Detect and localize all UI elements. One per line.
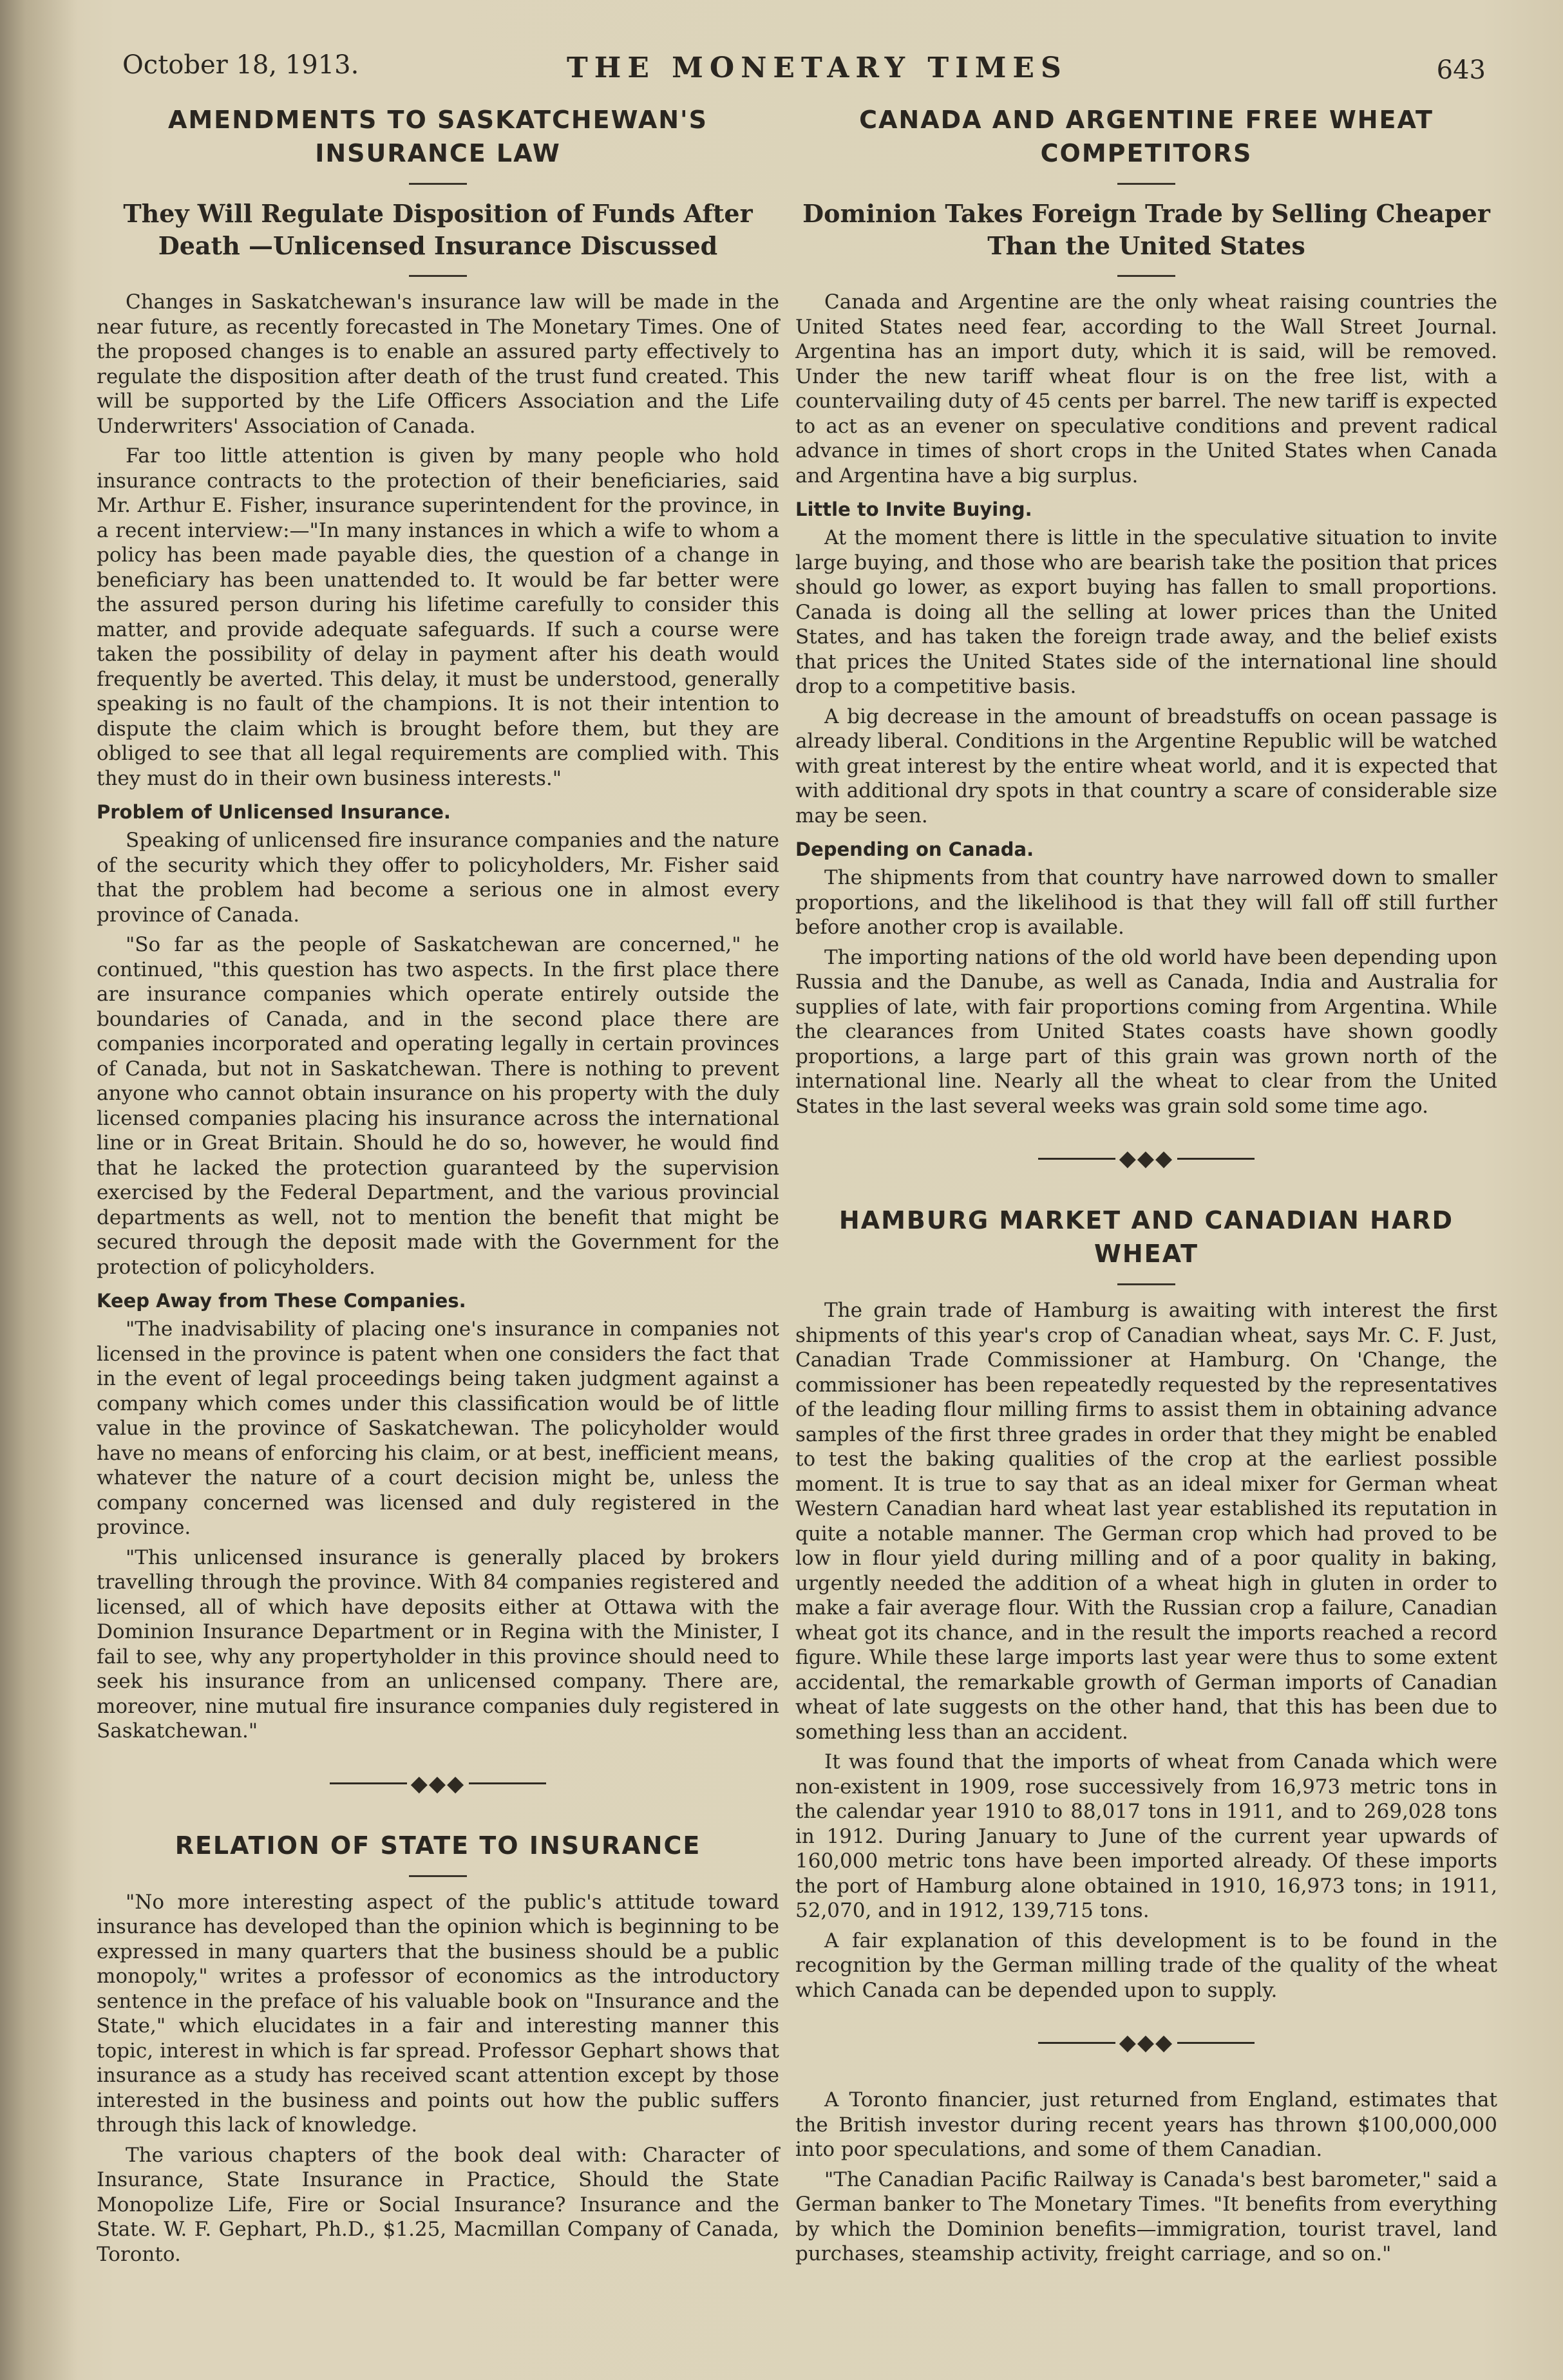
paragraph: At the moment there is little in the speculative situation to invite large buying, and those who are bearish take the position that prices should go lower, as export buying has fallen to small proportions. Canada is doing all the selling at lower prices than the United States, and has taken the foreign trade away, and the belief exists that prices the United States side of the international line should drop to a competitive basis. (795, 526, 1497, 698)
paragraph: It was found that the imports of wheat from Canada which were non-existent in 1909, rose successively from 16,973 metric tons in the calendar year 1910 to 88,017 tons in 1911, and to 269,028 tons in 1912. During January to June of the current year upwards of 160,000 metric tons have been imported already. Of these imports the port of Hamburg alone obtained in 1910, 16,973 tons; in 1911, 52,070, and in 1912, 139,715 tons. (795, 1750, 1497, 1922)
ornament-diamond-icon: ◆◆◆ (1119, 1146, 1174, 1171)
publication-title: THE MONETARY TIMES (567, 52, 1068, 84)
article-financial-notes (795, 2088, 1497, 2267)
title-rule (1117, 183, 1175, 185)
paragraph: The shipments from that country have narrowed down to smaller proportions, and the likelihood is that they will fall off still further before another crop is available. (795, 866, 1497, 939)
section-ornament (795, 2028, 1497, 2055)
ornament-line (1038, 1158, 1115, 1160)
paragraph: "So far as the people of Saskatchewan are concerned," he continued, "this question has two aspects. In the first place there are insurance companies which operate entirely outside the boundaries of Canada, and in the second place there are companies incorporated and operating legally in certain provinces of Canada, but not in Saskatchewan. There is nothing to prevent anyone who cannot obtain insurance on his property with the duly licensed companies placing his insurance across the international line or in Great Britain. Should he do so, however, he would find that he lacked the protection guaranteed by the supervision exercised by the Federal Department, and the various provincial departments as well, not to mention the benefit that might be secured through the deposit made with the Government for the protection of policyholders. (97, 933, 779, 1279)
paragraph: "The inadvisability of placing one's insurance in companies not licensed in the province is patent when one considers the fact that in the event of legal proceedings being taken judgment against a company which comes under this classification would be of little value in the province of Saskatchewan. The policyholder would have no means of enforcing his claim, or at best, inefficient means, whatever the nature of a court decision might be, unless the company concerned was licensed and duly registered in the province. (97, 1318, 779, 1539)
title-rule (1117, 1283, 1175, 1285)
paragraph: The importing nations of the old world have been depending upon Russia and the Danube, as well as Canada, India and Australia for supplies of late, with fair proportions coming from Argentina. While the clearances from United States coasts have shown goodly proportions, a large part of this grain was grown north of the international line. Nearly all the wheat to clear from the United States in the last several weeks was grain sold some time ago. (795, 945, 1497, 1118)
article-title: CANADA AND ARGENTINE FREE WHEAT COMPETITORS (859, 106, 1434, 167)
page-binding-shadow (0, 0, 77, 2380)
ornament-line (1177, 2042, 1255, 2044)
paragraph: A fair explanation of this development is to be found in the recognition by the German milling trade of the quality of the wheat which Canada can be depended upon to supply. (795, 1929, 1497, 2002)
section-ornament (795, 1144, 1497, 1171)
paragraph: The grain trade of Hamburg is awaiting with interest the first shipments of this year's crop of Canadian wheat, says Mr. C. F. Just, Canadian Trade Commissioner at Hamburg. On 'Change, the commissioner has been repeatedly requested by the representatives of the leading flour milling firms to assist them in obtaining advance samples of the first three grades in order that they might be enabled to test the baking qualities of the crop at the earliest possible moment. It is true to say that as an ideal mixer for German wheat Western Canadian hard wheat last year established its reputation in quite a notable manner. The German crop which had proved to be low in flour yield during milling and of a poor quality in baking, urgently needed the addition of a wheat high in gluten in order to make a fair average flour. With the Russian crop a failure, Canadian wheat got its chance, and in the result the imports reached a record figure. While these large imports last year were thus to some extent accidental, the remarkable growth of German imports of Canadian wheat of late suggests on the other hand, that this has been due to something less than an accident. (795, 1299, 1497, 1744)
title-rule (409, 183, 467, 185)
running-header (122, 39, 1486, 97)
paragraph: Changes in Saskatchewan's insurance law will be made in the near future, as recently forecasted in The Monetary Times. One of the proposed changes is to enable an assured party effectively to regulate the disposition after death of the trust fund created. This will be supported by the Life Officers Association and the Life Underwriters' Association of Canada. (97, 290, 779, 438)
article-hamburg-market (795, 1204, 1497, 2003)
paragraph: "This unlicensed insurance is generally placed by brokers travelling through the province. With 84 companies registered and licensed, all of which have deposits either at Ottawa with the Dominion Insurance Department or in Regina with the Minister, I fail to see, why any propertyholder in this province should need to seek his insurance from an unlicensed company. There are, moreover, nine mutual fire insurance companies duly registered in Saskatchewan." (97, 1545, 779, 1742)
paragraph: "The Canadian Pacific Railway is Canada's best barometer," said a German banker to The Monetary Times. "It benefits from everything by which the Dominion benefits—immigration, tourist travel, land purchases, steamship activity, freight carriage, and so on." (795, 2168, 1497, 2265)
paragraph: A Toronto financier, just returned from England, estimates that the British investor during recent years has thrown $100,000,000 into poor speculations, and some of them Canadian. (795, 2088, 1497, 2161)
subtitle-rule (409, 275, 467, 277)
section-ornament (97, 1770, 779, 1797)
paragraph: "No more interesting aspect of the public's attitude toward insurance has developed than the opinion which is beginning to be expressed in many quarters that the business should be a public monopoly," writes a professor of economics as the introductory sentence in the preface of his valuable book on "Insurance and the State," which elucidates in a fair and interesting manner this topic, interest in which is far spread. Professor Gephart shows that insurance as a study has received scant attention except by those interested in the business and points out how the public suffers through this lack of knowledge. (97, 1890, 779, 2137)
page-number: 643 (1436, 55, 1486, 85)
paragraph: Canada and Argentine are the only wheat raising countries the United States need fear, according to the Wall Street Journal. Argentina has an import duty, which it is said, will be removed. Under the new tariff wheat flour is on the free list, with a countervailing duty of 45 cents per barrel. The new tariff is expected to act as an evener on speculative conditions and prevent radical advance in times of short crops in the United States when Canada and Argentina have a big surplus. (795, 290, 1497, 487)
title-rule (409, 1875, 467, 1877)
article-title: HAMBURG MARKET AND CANADIAN HARD WHEAT (838, 1206, 1454, 1268)
left-column (97, 103, 779, 2272)
article-title: AMENDMENTS TO SASKATCHEWAN'S INSURANCE LAW (167, 106, 708, 167)
section-heading: Keep Away from These Companies. (97, 1290, 466, 1312)
paragraph: A big decrease in the amount of breadstuffs on ocean passage is already liberal. Conditions in the Argentine Republic will be watched with great interest by the entire wheat world, and it is expected that with additional dry spots in that country a scare of considerable size may be seen. (795, 704, 1497, 827)
section-heading: Problem of Unlicensed Insurance. (97, 801, 451, 823)
paragraph: Far too little attention is given by many people who hold insurance contracts to the protection of their beneficiaries, said Mr. Arthur E. Fisher, insurance superintendent for the province, in a recent interview:—"In many instances in which a wife to whom a policy has been made payable dies, the question of a change in beneficiary has been unattended to. It would be far better were the assured person during his lifetime carefully to consider this matter, and provide adequate safeguards. If such a course were taken the possibility of delay in payment after his death would frequently be averted. This delay, it must be understood, generally speaking is no fault of the champions. It is not their intention to dispute the claim which is brought before them, but they are obliged to see that all legal requirements are complied with. This they must do in their own business interests." (97, 444, 779, 790)
article-canada-argentine (795, 103, 1497, 1119)
subtitle-rule (1117, 275, 1175, 277)
ornament-diamond-icon: ◆◆◆ (1119, 2030, 1174, 2055)
article-subtitle: Dominion Takes Foreign Trade by Selling Cheaper Than the United States (802, 199, 1490, 260)
issue-date: October 18, 1913. (122, 50, 359, 80)
paragraph: Speaking of unlicensed fire insurance companies and the nature of the security which they offer to policyholders, Mr. Fisher said that the problem had become a serious one in almost every province of Canada. (97, 829, 779, 927)
ornament-line (1177, 1158, 1255, 1160)
article-relation-of-state (97, 1829, 779, 2267)
ornament-line (1038, 2042, 1115, 2044)
ornament-line (330, 1782, 407, 1784)
article-title: RELATION OF STATE TO INSURANCE (175, 1831, 701, 1860)
article-saskatchewan-insurance (97, 103, 779, 1744)
right-column (795, 103, 1497, 2272)
ornament-diamond-icon: ◆◆◆ (410, 1770, 466, 1797)
section-heading: Depending on Canada. (795, 838, 1034, 860)
section-heading: Little to Invite Buying. (795, 498, 1032, 520)
paragraph: The various chapters of the book deal with: Character of Insurance, State Insurance in Practice, Should the State Monopolize Life, Fire or Social Insurance? Insurance and the State. W. F. Gephart, Ph.D., $1.25, Macmillan Company of Canada, Toronto. (97, 2143, 779, 2266)
ornament-line (469, 1782, 546, 1784)
article-subtitle: They Will Regulate Disposition of Funds After Death —Unlicensed Insurance Discussed (123, 199, 753, 260)
